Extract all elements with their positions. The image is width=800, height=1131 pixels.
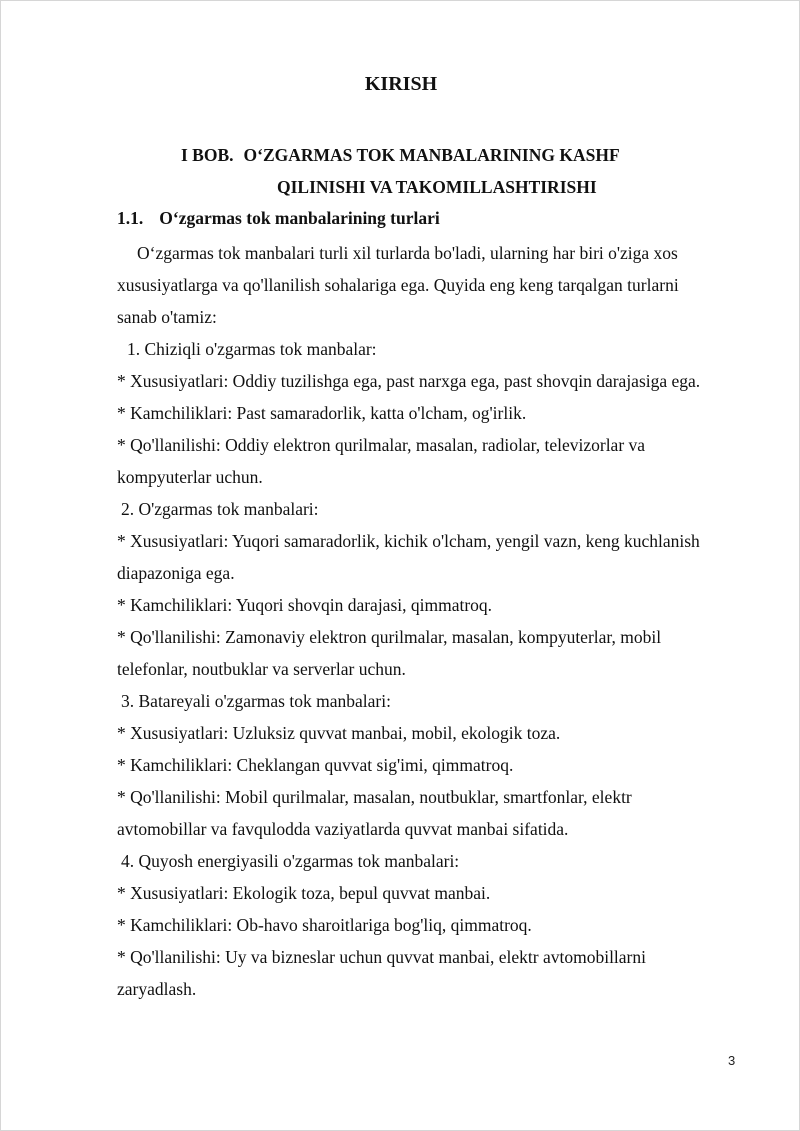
list-item: * Kamchiliklari: Cheklangan quvvat sig'imi, qimmatroq. — [117, 755, 514, 775]
body-text — [117, 237, 757, 1005]
list-item-continuation: zaryadlash. — [117, 979, 197, 999]
list-heading: 1. Chiziqli o'zgarmas tok manbalar: — [127, 339, 377, 359]
list-item-continuation: avtomobillar va favqulodda vaziyatlarda quvvat manbai sifatida. — [117, 819, 569, 839]
paragraph-line: sanab o'tamiz: — [117, 307, 217, 327]
list-heading: 2. O'zgarmas tok manbalari: — [121, 499, 319, 519]
list-item: * Xususiyatlari: Oddiy tuzilishga ega, past narxga ega, past shovqin darajasiga ega. — [117, 371, 701, 391]
list-heading: 3. Batareyali o'zgarmas tok manbalari: — [121, 691, 391, 711]
list-item-continuation: diapazoniga ega. — [117, 563, 235, 583]
list-item: * Xususiyatlari: Yuqori samaradorlik, kichik o'lcham, yengil vazn, keng kuchlanish — [117, 531, 700, 551]
list-item: * Kamchiliklari: Past samaradorlik, katta o'lcham, og'irlik. — [117, 403, 527, 423]
list-item: * Qo'llanilishi: Oddiy elektron qurilmalar, masalan, radiolar, televizorlar va — [117, 435, 646, 455]
page-number: 3 — [728, 1053, 736, 1068]
section-number: 1.1. — [117, 208, 144, 228]
chapter-title-line2: QILINISHI VA TAKOMILLASHTIRISHI — [277, 177, 597, 197]
list-heading: 4. Quyosh energiyasili o'zgarmas tok manbalari: — [121, 851, 460, 871]
chapter-title-line1: O‘ZGARMAS TOK MANBALARINING KASHF — [243, 145, 620, 165]
chapter-number: I BOB. — [181, 145, 234, 165]
paragraph-line: O‘zgarmas tok manbalari turli xil turlarda bo'ladi, ularning har biri o'ziga xos — [137, 243, 678, 263]
list-item: * Qo'llanilishi: Uy va bizneslar uchun quvvat manbai, elektr avtomobillarni — [117, 947, 646, 967]
list-item: * Kamchiliklari: Yuqori shovqin darajasi, qimmatroq. — [117, 595, 493, 615]
section-title: O‘zgarmas tok manbalarining turlari — [159, 208, 440, 228]
page-title: KIRISH — [364, 73, 438, 95]
list-item: * Qo'llanilishi: Mobil qurilmalar, masalan, noutbuklar, smartfonlar, elektr — [117, 787, 632, 807]
list-item: * Kamchiliklari: Ob-havo sharoitlariga bog'liq, qimmatroq. — [117, 915, 532, 935]
list-item: * Qo'llanilishi: Zamonaviy elektron qurilmalar, masalan, kompyuterlar, mobil — [117, 627, 662, 647]
section-heading — [117, 208, 440, 229]
list-item-continuation: kompyuterlar uchun. — [117, 467, 263, 487]
list-item-continuation: telefonlar, noutbuklar va serverlar uchun. — [117, 659, 406, 679]
list-item: * Xususiyatlari: Uzluksiz quvvat manbai, mobil, ekologik toza. — [117, 723, 561, 743]
list-item: * Xususiyatlari: Ekologik toza, bepul quvvat manbai. — [117, 883, 491, 903]
chapter-heading — [181, 145, 620, 166]
paragraph-line: xususiyatlarga va qo'llanilish sohalariga ega. Quyida eng keng tarqalgan turlarni — [117, 275, 679, 295]
